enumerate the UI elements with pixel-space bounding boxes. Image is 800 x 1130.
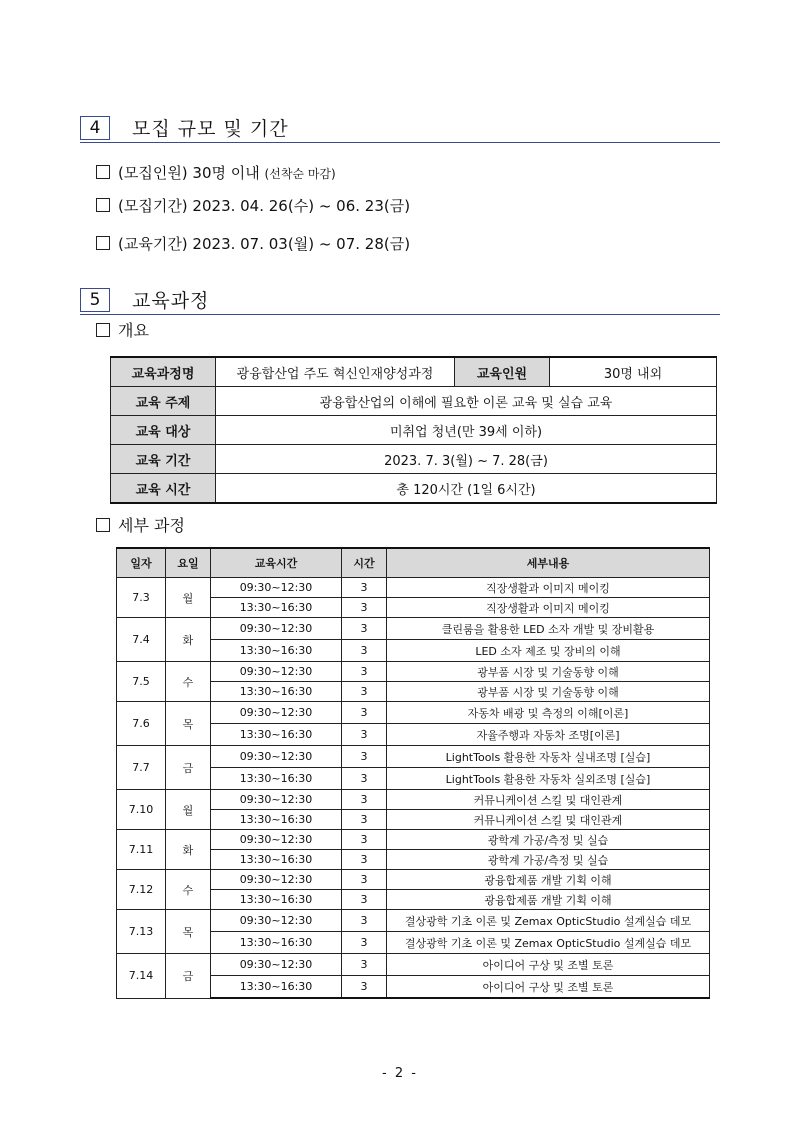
content-cell: 아이디어 구상 및 조별 토론 xyxy=(387,954,710,976)
section-number: 4 xyxy=(80,116,110,140)
weekday-cell: 금 xyxy=(166,746,211,790)
date-cell: 7.4 xyxy=(117,618,166,662)
hours-cell: 3 xyxy=(342,790,387,810)
recruit-count-line: (모집인원) 30명 이내 (선착순 마감) xyxy=(96,162,336,183)
table-row xyxy=(117,910,710,932)
content-cell: 직장생활과 이미지 메이킹 xyxy=(387,598,710,618)
checkbox-square-icon xyxy=(96,165,110,179)
content-cell: 광융합제품 개발 기획 이해 xyxy=(387,870,710,890)
date-cell: 7.10 xyxy=(117,790,166,830)
hours-cell: 3 xyxy=(342,598,387,618)
table-row xyxy=(117,954,710,976)
section-number: 5 xyxy=(80,288,110,312)
content-cell: LightTools 활용한 자동차 실내조명 [실습] xyxy=(387,746,710,768)
date-cell: 7.11 xyxy=(117,830,166,870)
content-cell: LightTools 활용한 자동차 실외조명 [실습] xyxy=(387,768,710,790)
content-cell: 클린룸을 활용한 LED 소자 개발 및 장비활용 xyxy=(387,618,710,640)
table-row xyxy=(117,830,710,850)
date-cell: 7.13 xyxy=(117,910,166,954)
weekday-cell: 화 xyxy=(166,830,211,870)
table-row xyxy=(117,746,710,768)
time-cell: 13:30~16:30 xyxy=(211,640,342,662)
content-cell: LED 소자 제조 및 장비의 이해 xyxy=(387,640,710,662)
content-cell: 커뮤니케이션 스킬 및 대인관계 xyxy=(387,810,710,830)
table-header-row: 일자 요일 교육시간 시간 세부내용 xyxy=(117,548,710,578)
time-cell: 13:30~16:30 xyxy=(211,932,342,954)
hours-cell: 3 xyxy=(342,578,387,598)
hours-cell: 3 xyxy=(342,702,387,724)
time-cell: 13:30~16:30 xyxy=(211,850,342,870)
detail-heading: 세부 과정 xyxy=(96,513,185,536)
section-title: 모집 규모 및 기간 xyxy=(132,118,289,140)
hours-cell: 3 xyxy=(342,746,387,768)
date-cell: 7.12 xyxy=(117,870,166,910)
weekday-cell: 금 xyxy=(166,954,211,999)
checkbox-square-icon xyxy=(96,518,110,532)
page-number: - 2 - xyxy=(382,1066,418,1081)
weekday-cell: 화 xyxy=(166,618,211,662)
hours-cell: 3 xyxy=(342,640,387,662)
time-cell: 09:30~12:30 xyxy=(211,790,342,810)
hours-cell: 3 xyxy=(342,618,387,640)
section-4-header xyxy=(80,116,720,143)
weekday-cell: 월 xyxy=(166,790,211,830)
checkbox-square-icon xyxy=(96,323,110,337)
content-cell: 광부품 시장 및 기술동향 이해 xyxy=(387,682,710,702)
time-cell: 13:30~16:30 xyxy=(211,976,342,999)
time-cell: 13:30~16:30 xyxy=(211,768,342,790)
table-row xyxy=(117,662,710,682)
time-cell: 09:30~12:30 xyxy=(211,954,342,976)
recruit-period-line: (모집기간) 2023. 04. 26(수) ~ 06. 23(금) xyxy=(96,195,410,216)
hours-cell: 3 xyxy=(342,870,387,890)
time-cell: 13:30~16:30 xyxy=(211,724,342,746)
content-cell: 결상광학 기초 이론 및 Zemax OpticStudio 설계실습 데모 xyxy=(387,910,710,932)
table-row xyxy=(117,870,710,890)
content-cell: 결상광학 기초 이론 및 Zemax OpticStudio 설계실습 데모 xyxy=(387,932,710,954)
overview-table xyxy=(110,356,717,504)
hours-cell: 3 xyxy=(342,768,387,790)
weekday-cell: 목 xyxy=(166,702,211,746)
date-cell: 7.14 xyxy=(117,954,166,999)
content-cell: 광융합제품 개발 기획 이해 xyxy=(387,890,710,910)
table-row: 교육 기간 2023. 7. 3(월) ~ 7. 28(금) xyxy=(111,445,717,474)
date-cell: 7.6 xyxy=(117,702,166,746)
table-row: 교육 주제 광융합산업의 이해에 필요한 이론 교육 및 실습 교육 xyxy=(111,387,717,416)
time-cell: 09:30~12:30 xyxy=(211,618,342,640)
content-cell: 광학계 가공/측정 및 실습 xyxy=(387,830,710,850)
weekday-cell: 월 xyxy=(166,578,211,618)
table-row: 교육과정명 광융합산업 주도 혁신인재양성과정 교육인원 30명 내외 xyxy=(111,357,717,387)
content-cell: 직장생활과 이미지 메이킹 xyxy=(387,578,710,598)
hours-cell: 3 xyxy=(342,682,387,702)
section-title: 교육과정 xyxy=(132,290,210,312)
hours-cell: 3 xyxy=(342,724,387,746)
table-row xyxy=(117,790,710,810)
time-cell: 13:30~16:30 xyxy=(211,682,342,702)
table-row xyxy=(117,618,710,640)
content-cell: 광학계 가공/측정 및 실습 xyxy=(387,850,710,870)
time-cell: 09:30~12:30 xyxy=(211,910,342,932)
section-5-header xyxy=(80,288,720,315)
date-cell: 7.5 xyxy=(117,662,166,702)
note: (선착순 마감) xyxy=(264,167,336,181)
table-row xyxy=(117,702,710,724)
hours-cell: 3 xyxy=(342,830,387,850)
detail-table xyxy=(116,547,710,999)
hours-cell: 3 xyxy=(342,890,387,910)
time-cell: 09:30~12:30 xyxy=(211,830,342,850)
time-cell: 13:30~16:30 xyxy=(211,598,342,618)
content-cell: 광부품 시장 및 기술동향 이해 xyxy=(387,662,710,682)
hours-cell: 3 xyxy=(342,932,387,954)
hours-cell: 3 xyxy=(342,662,387,682)
content-cell: 아이디어 구상 및 조별 토론 xyxy=(387,976,710,999)
time-cell: 09:30~12:30 xyxy=(211,578,342,598)
time-cell: 09:30~12:30 xyxy=(211,702,342,724)
time-cell: 13:30~16:30 xyxy=(211,810,342,830)
time-cell: 09:30~12:30 xyxy=(211,870,342,890)
weekday-cell: 목 xyxy=(166,910,211,954)
weekday-cell: 수 xyxy=(166,870,211,910)
table-row: 교육 대상 미취업 청년(만 39세 이하) xyxy=(111,416,717,445)
weekday-cell: 수 xyxy=(166,662,211,702)
time-cell: 09:30~12:30 xyxy=(211,662,342,682)
hours-cell: 3 xyxy=(342,850,387,870)
table-row xyxy=(117,578,710,598)
hours-cell: 3 xyxy=(342,910,387,932)
content-cell: 자율주행과 자동차 조명[이론] xyxy=(387,724,710,746)
education-period-line: (교육기간) 2023. 07. 03(월) ~ 07. 28(금) xyxy=(96,233,410,254)
content-cell: 커뮤니케이션 스킬 및 대인관계 xyxy=(387,790,710,810)
date-cell: 7.7 xyxy=(117,746,166,790)
time-cell: 09:30~12:30 xyxy=(211,746,342,768)
checkbox-square-icon xyxy=(96,236,110,250)
content-cell: 자동차 배광 및 측정의 이해[이론] xyxy=(387,702,710,724)
table-row: 교육 시간 총 120시간 (1일 6시간) xyxy=(111,474,717,504)
hours-cell: 3 xyxy=(342,976,387,999)
hours-cell: 3 xyxy=(342,954,387,976)
time-cell: 13:30~16:30 xyxy=(211,890,342,910)
hours-cell: 3 xyxy=(342,810,387,830)
date-cell: 7.3 xyxy=(117,578,166,618)
checkbox-square-icon xyxy=(96,198,110,212)
overview-heading: 개요 xyxy=(96,318,149,341)
